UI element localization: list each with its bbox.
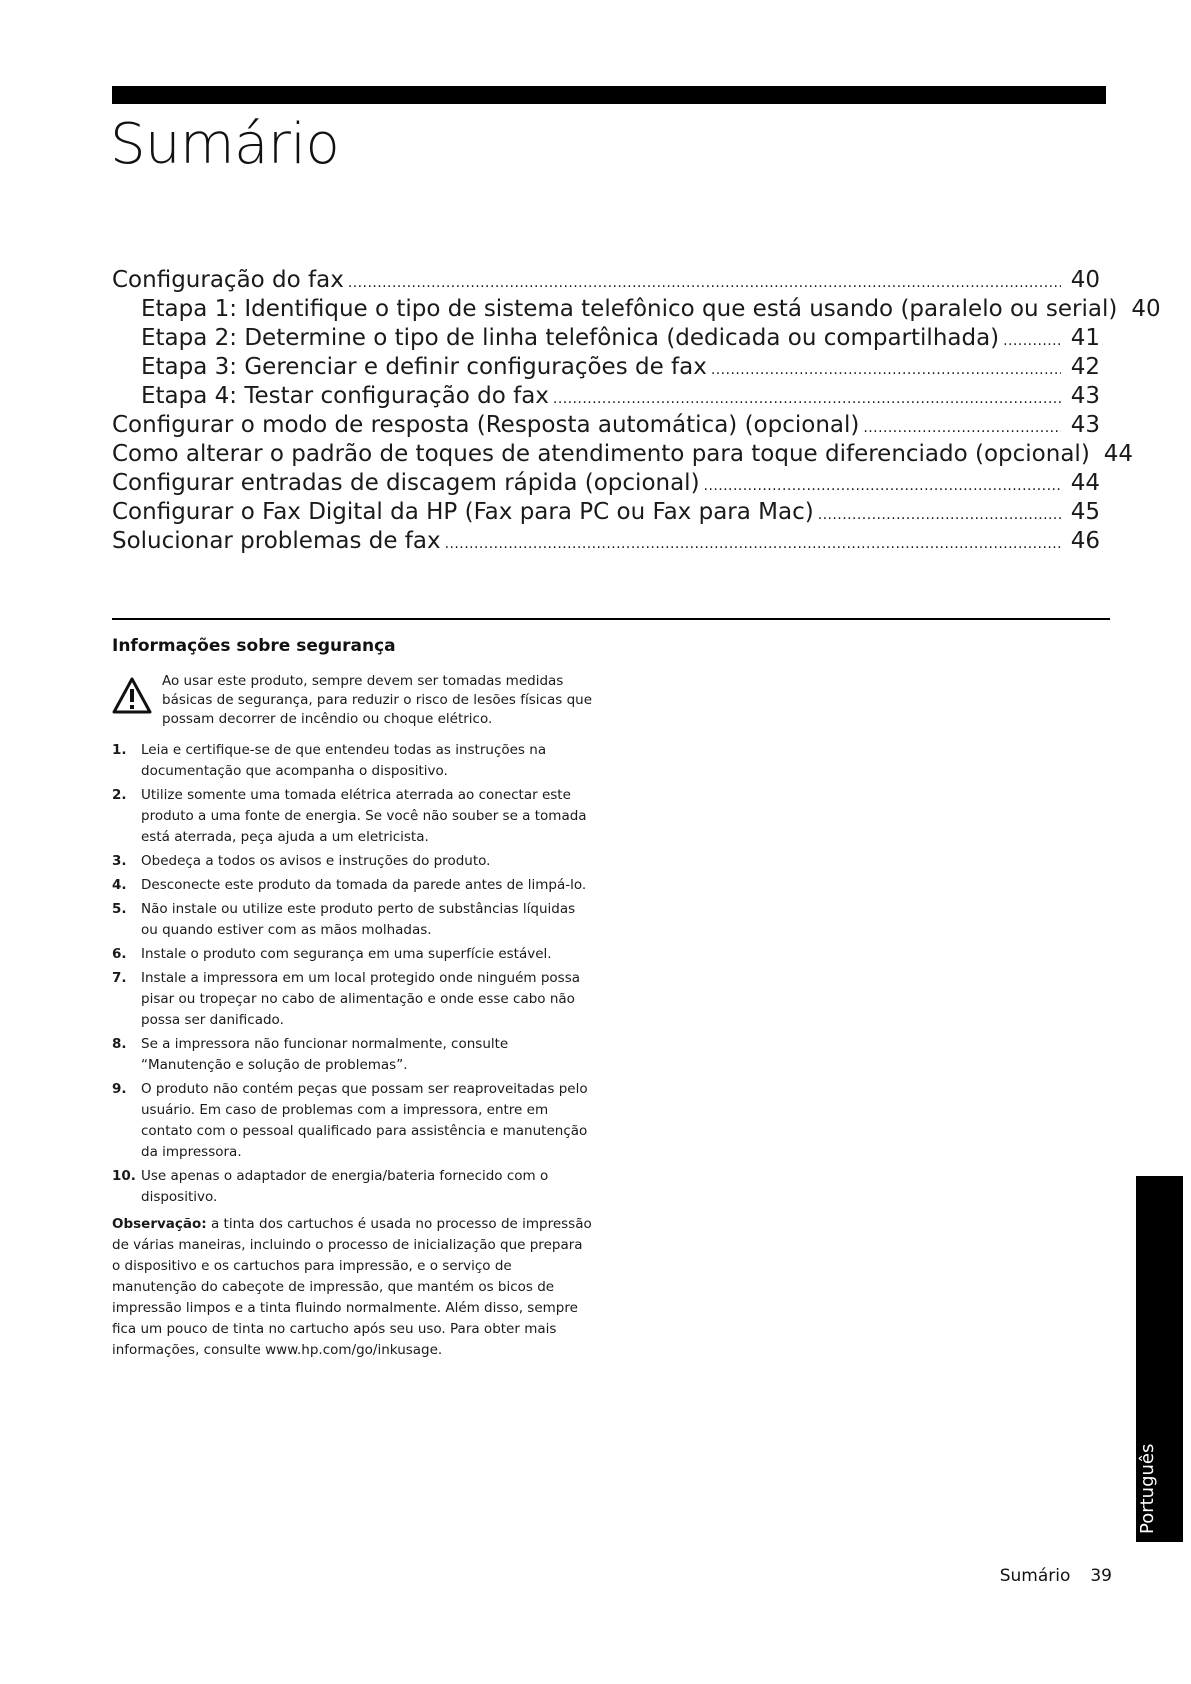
step-number: 7. — [112, 970, 127, 986]
step-number: 1. — [112, 742, 127, 758]
toc-page-number: 44 — [1070, 470, 1100, 496]
toc-leader-dots — [704, 469, 1061, 501]
toc-entry[interactable] — [112, 266, 1100, 295]
toc-page-number: 42 — [1070, 354, 1100, 380]
step-text: Se a impressora não funcionar normalmente, consulte “Manutenção e solução de problemas”. — [141, 1036, 509, 1073]
step-text: Utilize somente uma tomada elétrica aterrada ao conectar este produto a uma fonte de energia. Se você não souber se a tomada está aterrada, peça ajuda a um eletricista. — [141, 787, 587, 845]
toc-leader-dots — [553, 382, 1061, 414]
step-text: Não instale ou utilize este produto perto de substâncias líquidas ou quando estiver com as mãos molhadas. — [141, 901, 576, 938]
safety-step — [112, 1079, 592, 1163]
toc-leader-dots — [445, 527, 1061, 559]
note-text: a tinta dos cartuchos é usada no processo de impressão de várias maneiras, incluindo o processo de inicialização que prepara o dispositivo e os cartuchos para impressão, e o serviço de manutenção do cabeçote de impressão, que mantém os bicos de impressão limpos e a tinta fluindo normalmente. Além disso, sempre fica um pouco de tinta no cartucho após seu uso. Para obter mais informações, consulte www.hp.com/go/inkusage. — [112, 1216, 592, 1358]
toc-entry[interactable] — [112, 440, 1134, 469]
step-number: 5. — [112, 901, 127, 917]
toc-page-number: 46 — [1070, 528, 1100, 554]
toc-entry[interactable] — [112, 295, 1161, 324]
toc-entry[interactable] — [112, 469, 1100, 498]
toc-page-number: 43 — [1070, 383, 1100, 409]
toc-entry[interactable] — [112, 411, 1100, 440]
safety-step — [112, 1166, 592, 1208]
section-divider — [112, 618, 1110, 620]
language-tab — [1136, 1176, 1183, 1542]
toc-entry-title: Etapa 4: Testar configuração do fax — [141, 383, 549, 409]
toc-leader-dots — [863, 411, 1060, 443]
safety-step — [112, 740, 592, 782]
toc-entry[interactable] — [112, 353, 1100, 382]
toc-page-number: 45 — [1070, 499, 1100, 525]
note-paragraph — [112, 1214, 594, 1361]
toc-entry-title: Etapa 1: Identifique o tipo de sistema telefônico que está usando (paralelo ou serial) — [141, 296, 1118, 322]
page-title: Sumário — [110, 112, 340, 177]
warning-text: Ao usar este produto, sempre devem ser tomadas medidas básicas de segurança, para reduzir o risco de lesões físicas que possam decorrer de incêndio ou choque elétrico. — [162, 673, 592, 727]
toc-entry-title: Etapa 3: Gerenciar e definir configurações de fax — [141, 354, 707, 380]
toc-entry[interactable] — [112, 382, 1100, 411]
footer-section: Sumário — [999, 1566, 1071, 1586]
safety-step — [112, 968, 592, 1031]
step-number: 2. — [112, 787, 127, 803]
toc-entry-title: Etapa 2: Determine o tipo de linha telefônica (dedicada ou compartilhada) — [141, 325, 1000, 351]
step-number: 8. — [112, 1036, 127, 1052]
toc-entry-title: Configurar o modo de resposta (Resposta automática) (opcional) — [112, 412, 860, 438]
safety-step — [112, 944, 592, 965]
step-number: 6. — [112, 946, 127, 962]
warning-triangle-icon — [112, 676, 152, 716]
step-number: 3. — [112, 853, 127, 869]
step-text: Obedeça a todos os avisos e instruções do produto. — [141, 853, 491, 869]
toc-leader-dots — [711, 353, 1061, 385]
toc-entry-title: Configurar o Fax Digital da HP (Fax para PC ou Fax para Mac) — [112, 499, 814, 525]
toc-page-number: 41 — [1070, 325, 1100, 351]
step-number: 4. — [112, 877, 127, 893]
toc-entry[interactable] — [112, 527, 1100, 556]
toc-entry-title: Solucionar problemas de fax — [112, 528, 441, 554]
safety-step — [112, 785, 592, 848]
toc-page-number: 40 — [1070, 267, 1100, 293]
language-tab-label: Português — [1137, 1443, 1158, 1534]
step-number: 10. — [112, 1168, 136, 1184]
step-text: Instale a impressora em um local protegido onde ninguém possa pisar ou tropeçar no cabo de alimentação e onde esse cabo não possa ser danificado. — [141, 970, 581, 1028]
step-text: O produto não contém peças que possam ser reaproveitadas pelo usuário. Em caso de problemas com a impressora, entre em contato com o pessoal qualificado para assistência e manutenção da impressora. — [141, 1081, 588, 1160]
toc-entry[interactable] — [112, 498, 1100, 527]
table-of-contents — [112, 266, 1161, 556]
note-label: Observação: — [112, 1216, 207, 1232]
step-number: 9. — [112, 1081, 127, 1097]
toc-entry[interactable] — [112, 324, 1100, 353]
page-number: 39 — [1090, 1566, 1112, 1586]
toc-leader-dots — [1003, 324, 1061, 356]
step-text: Leia e certifique-se de que entendeu todas as instruções na documentação que acompanha o dispositivo. — [141, 742, 547, 779]
toc-page-number: 40 — [1131, 296, 1161, 322]
toc-leader-dots — [348, 266, 1061, 298]
toc-leader-dots — [818, 498, 1061, 530]
header-rule — [112, 86, 1106, 104]
safety-step — [112, 899, 592, 941]
step-text: Instale o produto com segurança em uma superfície estável. — [141, 946, 552, 962]
toc-entry-title: Como alterar o padrão de toques de atendimento para toque diferenciado (opcional) — [112, 441, 1090, 467]
step-text: Desconecte este produto da tomada da parede antes de limpá-lo. — [141, 877, 587, 893]
safety-step — [112, 875, 592, 896]
safety-step — [112, 1034, 592, 1076]
toc-page-number: 44 — [1103, 441, 1134, 467]
safety-step — [112, 851, 592, 872]
toc-entry-title: Configuração do fax — [112, 267, 344, 293]
page-footer — [1000, 1566, 1112, 1586]
step-text: Use apenas o adaptador de energia/bateria fornecido com o dispositivo. — [141, 1168, 549, 1205]
safety-heading: Informações sobre segurança — [112, 636, 396, 656]
safety-steps-list — [112, 740, 592, 1211]
toc-page-number: 43 — [1070, 412, 1100, 438]
toc-entry-title: Configurar entradas de discagem rápida (opcional) — [112, 470, 700, 496]
